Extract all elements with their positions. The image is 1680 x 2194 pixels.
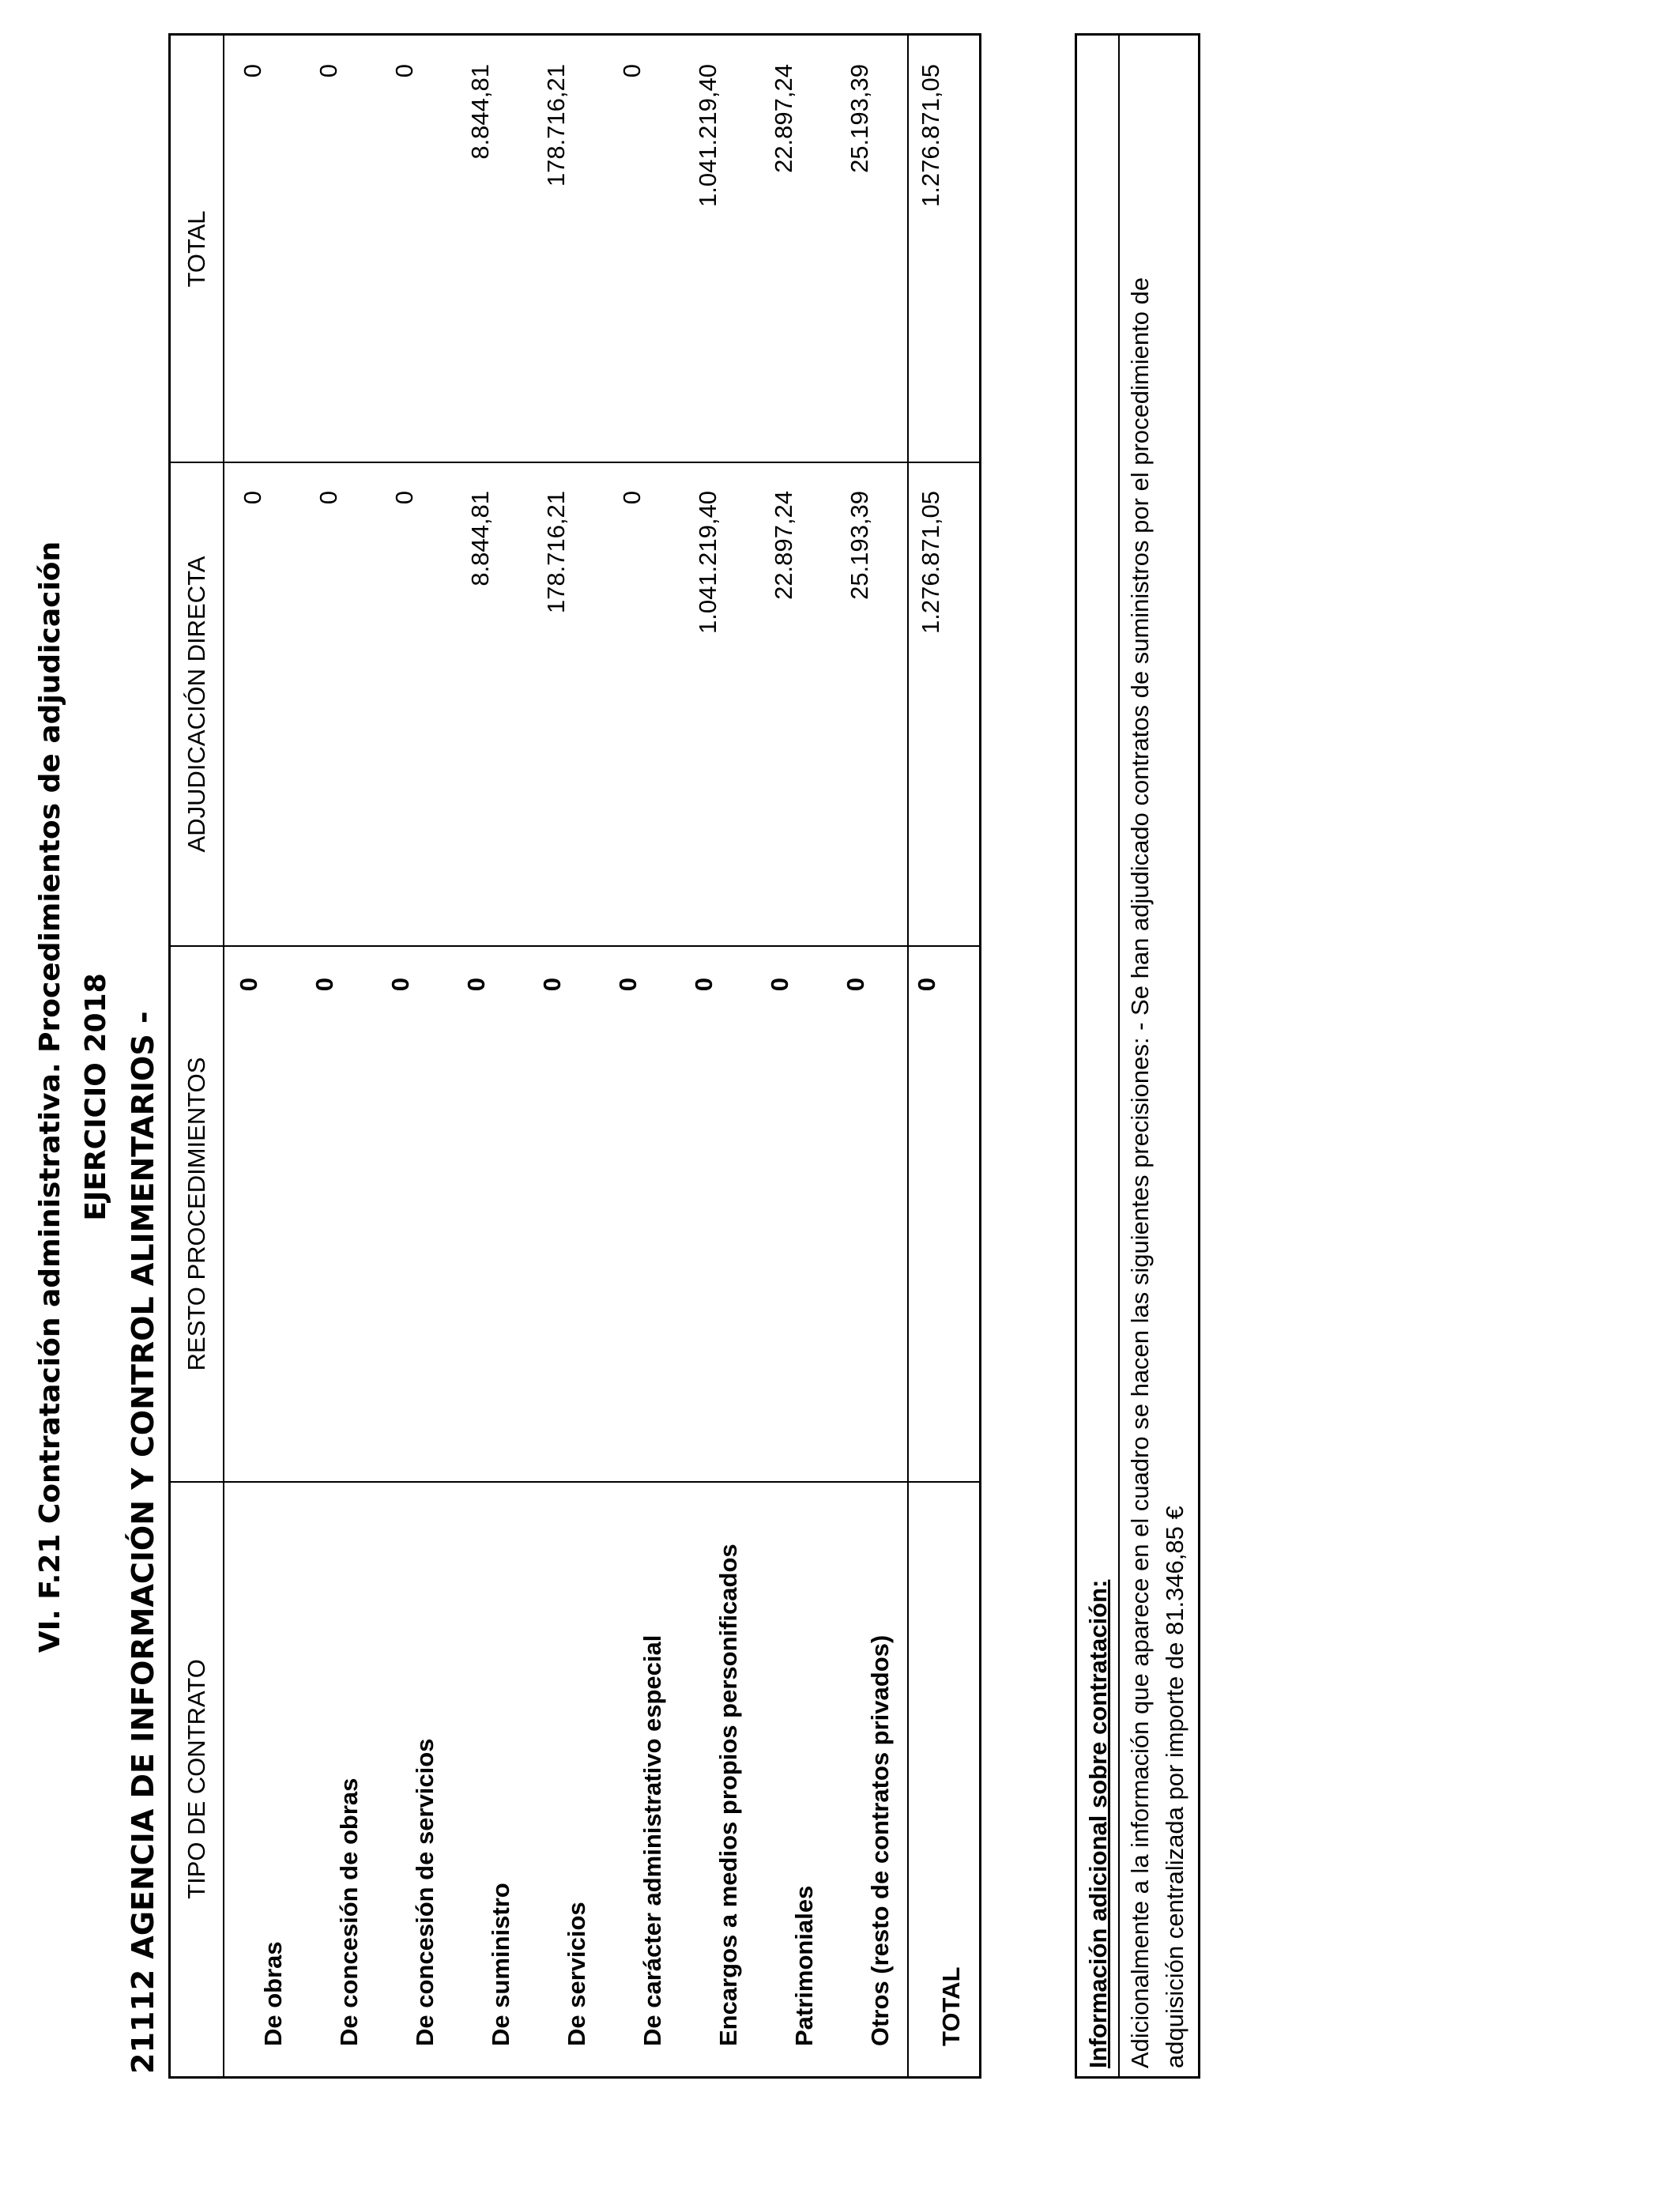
cell-adjudicacion: 0	[390, 491, 418, 505]
row-label: Otros (resto de contratos privados)	[866, 1634, 894, 2046]
entity-heading: 21112 AGENCIA DE INFORMACIÓN Y CONTROL ALIMENTARIOS -	[126, 1011, 160, 2074]
table-row	[831, 36, 907, 2076]
cell-total: 8.844,81	[466, 64, 494, 160]
total-total: 1.276.871,05	[917, 64, 944, 208]
table-row	[376, 36, 452, 2076]
table-row	[680, 36, 755, 2076]
table-row	[452, 36, 528, 2076]
cell-total: 25.193,39	[846, 64, 873, 173]
table-row	[528, 36, 604, 2076]
cell-adjudicacion: 0	[315, 491, 342, 505]
row-label: De concesión de servicios	[411, 1738, 439, 2046]
column-header-adjudicacion: ADJUDICACIÓN DIRECTA	[183, 556, 210, 853]
page-subtitle: EJERCICIO 2018	[80, 973, 112, 1221]
cell-adjudicacion: 178.716,21	[542, 491, 570, 614]
cell-total: 22.897,24	[770, 64, 797, 173]
cell-total: 0	[239, 64, 266, 78]
column-header-total: TOTAL	[183, 210, 210, 288]
info-text	[1123, 45, 1192, 2068]
cell-resto: 0	[690, 978, 718, 992]
info-line: Adicionalmente a la información que aparece en el cuadro se hacen las siguientes precisiones: - Se han adjudicado contratos de suministros por el procedimiento de	[1126, 277, 1154, 2068]
row-label: De suministro	[487, 1883, 514, 2046]
cell-resto: 0	[235, 978, 262, 992]
table-row	[604, 36, 680, 2076]
cell-adjudicacion: 1.041.219,40	[694, 491, 721, 635]
column-header-tipo: TIPO DE CONTRATO	[183, 1659, 210, 1899]
cell-total: 178.716,21	[542, 64, 570, 187]
column-header-resto: RESTO PROCEDIMIENTOS	[183, 1057, 210, 1371]
total-adjudicacion: 1.276.871,05	[917, 491, 944, 635]
cell-adjudicacion: 22.897,24	[770, 491, 797, 600]
row-label: De servicios	[563, 1902, 590, 2046]
cell-resto: 0	[538, 978, 566, 992]
cell-total: 0	[618, 64, 646, 78]
row-label: Patrimoniales	[790, 1885, 818, 2046]
cell-resto: 0	[842, 978, 869, 992]
contracts-table	[168, 33, 981, 2079]
cell-adjudicacion: 0	[239, 491, 266, 505]
cell-resto: 0	[462, 978, 490, 992]
cell-total: 0	[390, 64, 418, 78]
row-label: De obras	[259, 1941, 287, 2046]
table-row	[224, 36, 300, 2076]
info-title: Información adicional sobre contratación:	[1077, 36, 1120, 2076]
cell-total: 1.041.219,40	[694, 64, 721, 208]
row-label: De concesión de obras	[335, 1777, 363, 2046]
cell-resto: 0	[311, 978, 338, 992]
total-row-label: TOTAL	[937, 1966, 965, 2046]
cell-adjudicacion: 8.844,81	[466, 491, 494, 586]
cell-adjudicacion: 25.193,39	[846, 491, 873, 600]
table-total-row	[907, 36, 979, 2076]
info-line: adquisición centralizada por importe de 81.346,85 €	[1161, 1506, 1188, 2068]
cell-resto: 0	[766, 978, 793, 992]
row-label: Encargos a medios propios personificados	[714, 1544, 742, 2046]
table-header	[171, 36, 224, 2076]
additional-info-box	[1075, 33, 1200, 2079]
table-row	[755, 36, 831, 2076]
page-title: VI. F.21 Contratación administrativa. Procedimientos de adjudicación	[34, 541, 66, 1653]
table-row	[300, 36, 376, 2076]
total-resto: 0	[913, 978, 940, 992]
cell-adjudicacion: 0	[618, 491, 646, 505]
cell-resto: 0	[386, 978, 414, 992]
cell-total: 0	[315, 64, 342, 78]
cell-resto: 0	[614, 978, 642, 992]
row-label: De carácter administrativo especial	[638, 1634, 666, 2046]
